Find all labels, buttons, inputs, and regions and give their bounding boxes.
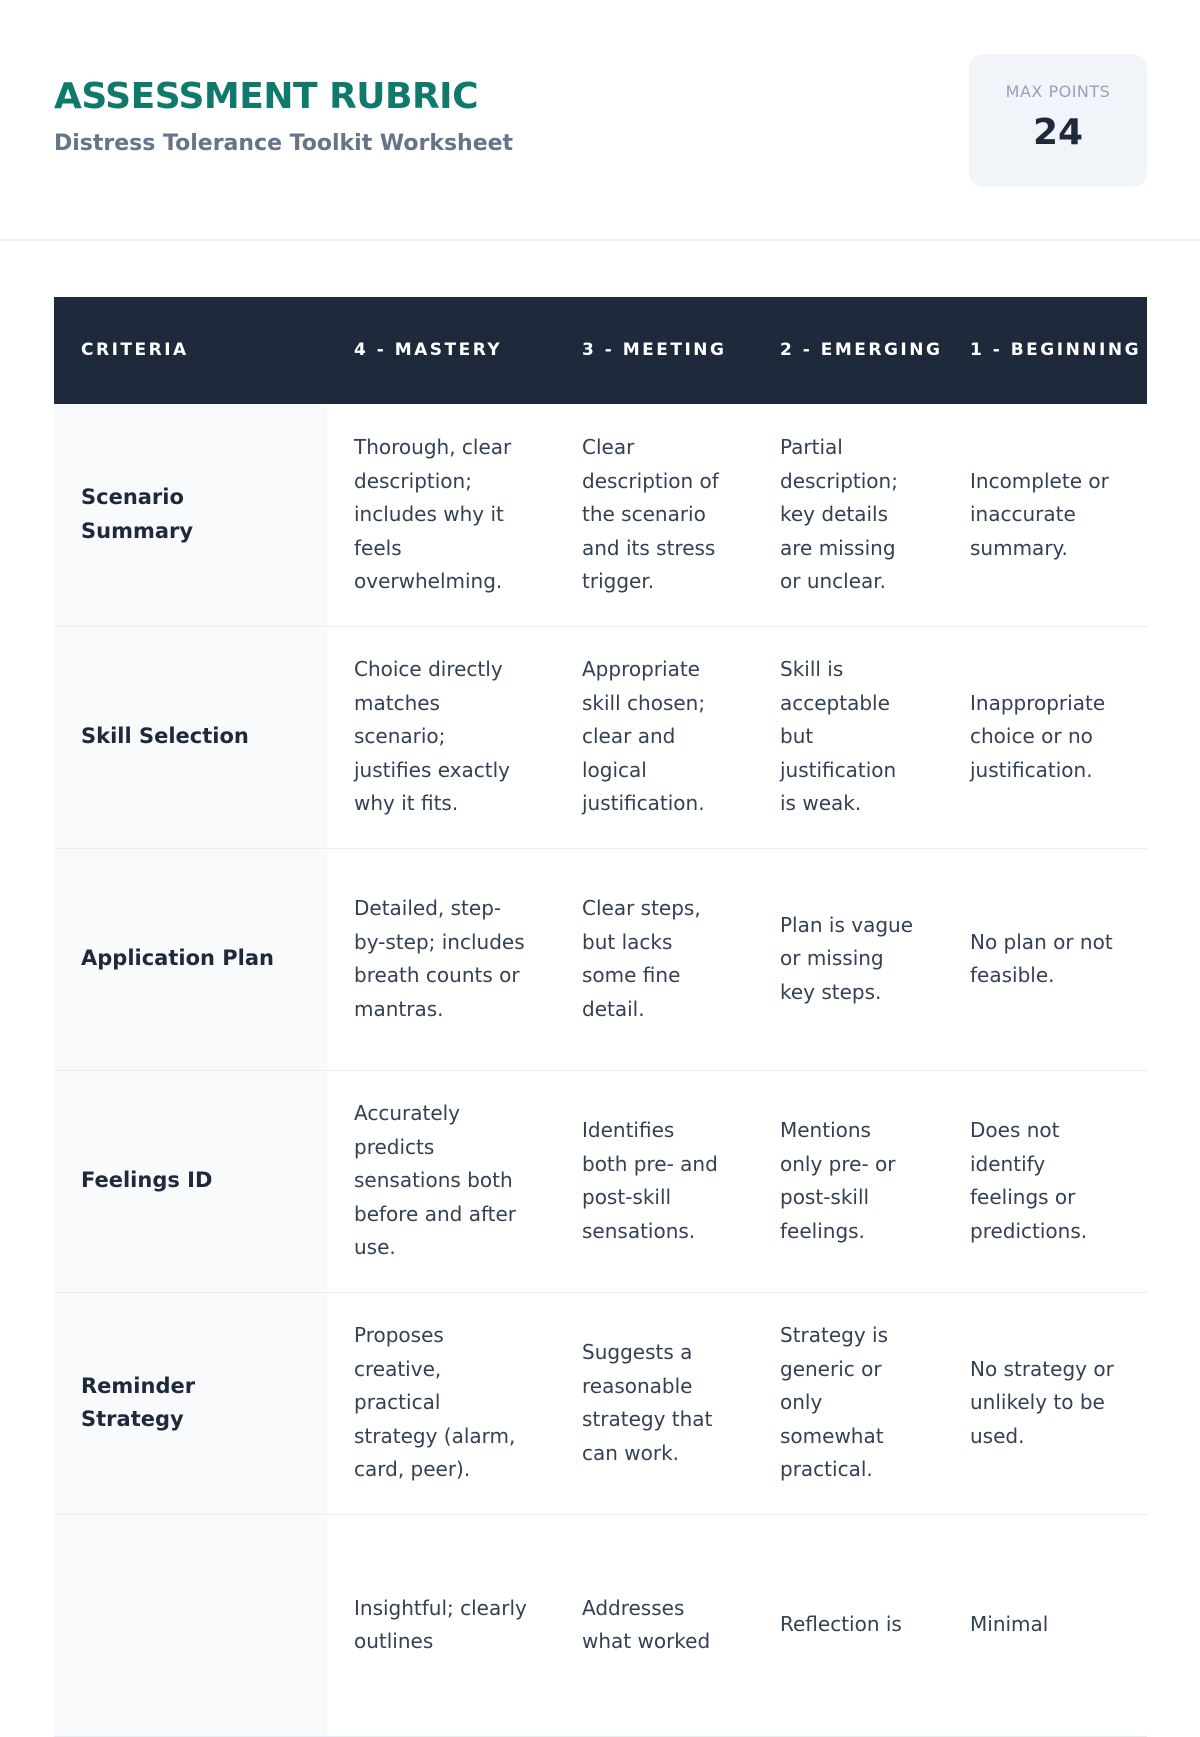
column-header-criteria: CRITERIA (54, 297, 327, 404)
meeting-cell: Clear steps, but lacks some fine detail. (555, 848, 753, 1070)
meeting-cell: Addresses what worked (555, 1514, 753, 1736)
table-row (54, 1070, 1147, 1292)
beginning-cell: Incomplete or inaccurate summary. (943, 404, 1147, 626)
mastery-cell: Thorough, clear description; includes why it feels overwhelming. (327, 404, 555, 626)
criterion-cell: Application Plan (54, 848, 327, 1070)
rubric-header-row (54, 297, 1147, 404)
table-row (54, 1292, 1147, 1514)
mastery-cell: Detailed, step-by-step; includes breath counts or mantras. (327, 848, 555, 1070)
criterion-cell: Reminder Strategy (54, 1292, 327, 1514)
page-title: ASSESSMENT RUBRIC (54, 76, 478, 117)
emerging-cell: Skill is acceptable but justification is weak. (753, 626, 943, 848)
table-row (54, 404, 1147, 626)
max-points-card (969, 54, 1147, 187)
column-header-mastery: 4 - MASTERY (327, 297, 555, 404)
meeting-cell: Identifies both pre- and post-skill sensations. (555, 1070, 753, 1292)
column-header-emerging: 2 - EMERGING (753, 297, 943, 404)
beginning-cell: Minimal (943, 1514, 1147, 1736)
max-points-value: 24 (1032, 112, 1084, 153)
table-row (54, 626, 1147, 848)
column-header-beginning: 1 - BEGINNING (943, 297, 1147, 404)
emerging-cell: Plan is vague or missing key steps. (753, 848, 943, 1070)
table-row (54, 1514, 1147, 1736)
emerging-cell: Mentions only pre- or post-skill feelings. (753, 1070, 943, 1292)
beginning-cell: No strategy or unlikely to be used. (943, 1292, 1147, 1514)
beginning-cell: Does not identify feelings or predictions. (943, 1070, 1147, 1292)
mastery-cell: Proposes creative, practical strategy (alarm, card, peer). (327, 1292, 555, 1514)
rubric-table (54, 297, 1147, 1737)
emerging-cell: Reflection is (753, 1514, 943, 1736)
table-row (54, 848, 1147, 1070)
meeting-cell: Clear description of the scenario and its stress trigger. (555, 404, 753, 626)
criterion-cell: Skill Selection (54, 626, 327, 848)
criterion-cell: Scenario Summary (54, 404, 327, 626)
mastery-cell: Choice directly matches scenario; justifies exactly why it fits. (327, 626, 555, 848)
max-points-label: MAX POINTS (1005, 82, 1111, 101)
column-header-meeting: 3 - MEETING (555, 297, 753, 404)
meeting-cell: Appropriate skill chosen; clear and logical justification. (555, 626, 753, 848)
mastery-cell: Insightful; clearly outlines (327, 1514, 555, 1736)
page-subtitle: Distress Tolerance Toolkit Worksheet (54, 131, 514, 156)
page-header (0, 0, 1200, 241)
meeting-cell: Suggests a reasonable strategy that can work. (555, 1292, 753, 1514)
emerging-cell: Partial description; key details are missing or unclear. (753, 404, 943, 626)
criterion-cell: Feelings ID (54, 1070, 327, 1292)
mastery-cell: Accurately predicts sensations both before and after use. (327, 1070, 555, 1292)
beginning-cell: No plan or not feasible. (943, 848, 1147, 1070)
beginning-cell: Inappropriate choice or no justification. (943, 626, 1147, 848)
emerging-cell: Strategy is generic or only somewhat practical. (753, 1292, 943, 1514)
criterion-cell (54, 1514, 327, 1736)
